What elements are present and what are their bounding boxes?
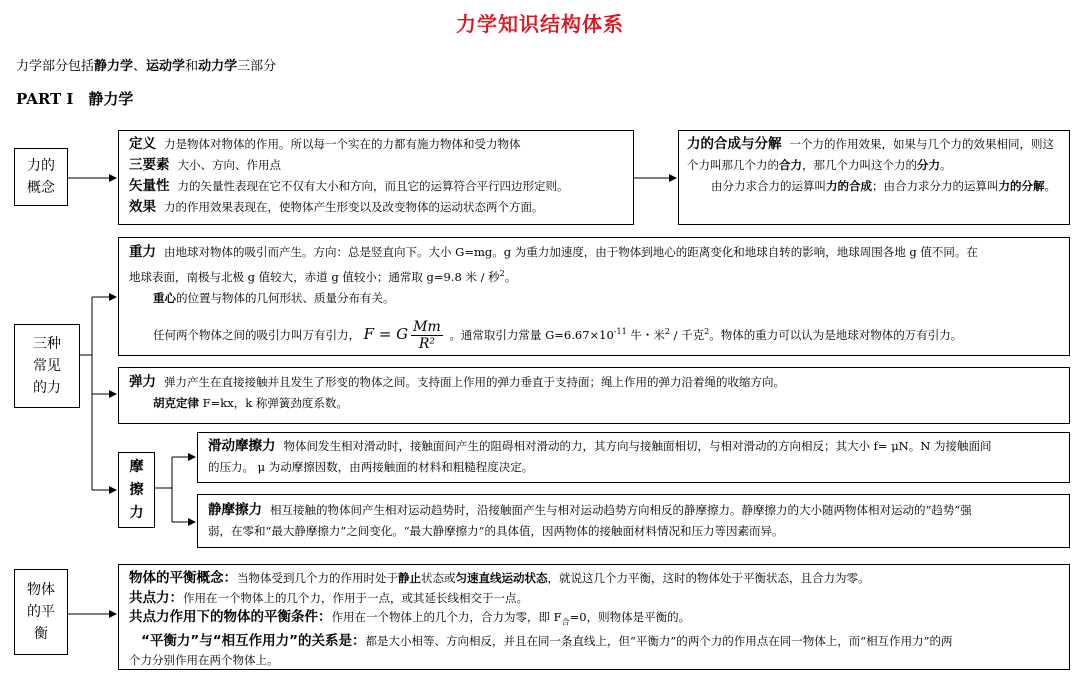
- formula-denominator: R²: [418, 336, 436, 353]
- equilibrium-label-line: 的平: [27, 604, 55, 620]
- relation-text: 都是大小相等、方向相反，并且在同一条直线上，但“平衡力”的两个力的作用点在同一物体上，而“相互作用力”的两: [365, 633, 953, 648]
- relation-text: 个力分别作用在两个物体上。: [129, 653, 279, 668]
- gravity-text: 地球表面，南极与北极 g 值较大，赤道 g 值较小；通常取 g=9.8 米 / 秒: [129, 269, 500, 284]
- gravity-key: 重力: [129, 244, 156, 260]
- intro-part-kinematics: 运动学: [146, 59, 186, 74]
- composition-box: [678, 130, 1070, 225]
- equilibrium-text: 状态或: [421, 571, 456, 585]
- intro-prefix: 力学部分包括: [16, 59, 95, 74]
- equilibrium-condition-text: =0，则物体是平衡的。: [569, 610, 691, 624]
- intro-part-dynamics: 动力学: [198, 59, 238, 74]
- vector-text: 力的矢量性表现在它不仅有大小和方向，而且它的运算符合平行四边形定则。: [177, 179, 569, 193]
- elastic-text: 弹力产生在直接接触并且发生了形变的物体之间。支持面上作用的弹力垂直于支持面；绳上作用的弹力沿着绳的收缩方向。: [164, 375, 785, 389]
- equilibrium-label-line: 衡: [34, 626, 48, 642]
- composition-text: 一个力的作用效果，如果与几个力的效果相同，则这个力叫那几个力的: [687, 137, 1054, 172]
- equilibrium-bold: 匀速直线运动状态: [455, 571, 548, 585]
- part-heading: PART I 静力学: [16, 90, 134, 108]
- friction-label-line: 摩: [129, 458, 144, 475]
- equilibrium-label-box: [14, 569, 68, 655]
- gravitation-formula-fraction: [411, 319, 443, 352]
- composition-text: ，那几个力叫这个力的: [802, 158, 917, 172]
- center-of-gravity-text: 的位置与物体的几何形状、质量分布有关。: [176, 290, 395, 305]
- composition-bold: 力的合成: [826, 179, 872, 193]
- three-forces-label-line: 三种: [33, 336, 61, 352]
- vector-key: 矢量性: [129, 178, 170, 194]
- equilibrium-condition-sub: 合: [561, 617, 570, 627]
- elastic-key: 弹力: [129, 374, 156, 390]
- equilibrium-text: 当物体受到几个力的作用时处于: [237, 571, 398, 585]
- three-forces-label-line: 的力: [33, 380, 61, 396]
- friction-label-box: [118, 452, 155, 528]
- relation-key: “平衡力”与“相互作用力”的关系是：: [141, 632, 366, 649]
- equilibrium-text: ，就说这几个力平衡，这时的物体处于平衡状态，且合力为零。: [547, 571, 870, 585]
- friction-label-line: 擦: [129, 481, 144, 498]
- concept-label-line: 概念: [27, 180, 55, 196]
- gravity-text: 由地球对物体的吸引而产生。方向：总是竖直向下。大小 G=mg。g 为重力加速度，由于物体到地心的距离变化和地球自转的影响，地球周围各地 g 值不同。在: [164, 245, 978, 259]
- intro-suffix: 三部分: [237, 59, 277, 74]
- hooke-law-text: F=kx，k 称弹簧劲度系数。: [199, 396, 348, 410]
- three-elements-text: 大小、方向、作用点: [177, 158, 281, 172]
- gravitation-text: / 千克: [669, 327, 705, 342]
- gravity-box: [118, 237, 1070, 356]
- concept-label-line: 力的: [27, 158, 55, 174]
- three-forces-label-line: 常见: [33, 358, 61, 374]
- static-friction-key: 静摩擦力: [208, 502, 262, 518]
- sliding-friction-text: 的压力。 μ 为动摩擦因数，由两接触面的材料和粗糙程度决定。: [208, 460, 534, 474]
- sliding-friction-key: 滑动摩擦力: [208, 438, 276, 454]
- static-friction-text: 弱，在零和“最大静摩擦力”之间变化。“最大静摩擦力”的具体值，因两物体的接触面材料情况和压力等因素而异。: [208, 524, 784, 538]
- equilibrium-condition-key: 共点力作用下的物体的平衡条件：: [129, 609, 332, 625]
- equilibrium-box: [118, 564, 1070, 670]
- elastic-box: [118, 367, 1070, 424]
- gravitation-text: 任何两个物体之间的吸引力叫万有引力，: [153, 327, 360, 342]
- formula-numerator: Mm: [413, 319, 441, 336]
- concept-detail-box: [118, 130, 634, 225]
- effect-text: 力的作用效果表现在，使物体产生形变以及改变物体的运动状态两个方面。: [164, 200, 544, 214]
- equilibrium-bold: 静止: [398, 571, 421, 585]
- intro-sep: 和: [185, 59, 199, 74]
- friction-label-line: 力: [129, 504, 144, 521]
- intro-part-statics: 静力学: [94, 59, 134, 74]
- gravitation-text: 。物体的重力可以认为是地球对物体的万有引力。: [709, 327, 963, 342]
- gravitation-text: 。通常取引力常量 G=6.67×10: [449, 327, 614, 342]
- equilibrium-concept-key: 物体的平衡概念：: [129, 570, 237, 586]
- gravitation-sup: -11: [613, 326, 627, 336]
- composition-bold: 力的分解: [998, 179, 1045, 193]
- composition-bold: 分力: [917, 158, 940, 172]
- three-forces-label-box: [14, 324, 80, 408]
- gravitation-sup: 2: [664, 326, 670, 336]
- composition-bold: 合力: [779, 158, 802, 172]
- sliding-friction-box: [197, 432, 1070, 483]
- equilibrium-condition-text: 作用在一个物体上的几个力，合力为零，即 F: [331, 610, 562, 624]
- gravity-text: 。: [504, 269, 517, 284]
- concept-label-box: [14, 148, 68, 206]
- composition-text: 由分力求合力的运算叫: [711, 179, 826, 193]
- composition-text: 。: [1044, 179, 1056, 193]
- concurrent-force-text: 作用在一个物体上的几个力，作用于一点，或其延长线相交于一点。: [183, 590, 528, 605]
- gravitation-text: 牛・米: [626, 327, 665, 342]
- definition-text: 力是物体对物体的作用。所以每一个实在的力都有施力物体和受力物体: [164, 137, 521, 151]
- composition-key: 力的合成与分解: [687, 136, 782, 152]
- static-friction-text: 相互接触的物体间产生相对运动趋势时，沿接触面产生与相对运动趋势方向相反的静摩擦力。静摩擦力的大小随两物体相对运动的“趋势”强: [270, 503, 972, 517]
- page-title: 力学知识结构体系: [456, 12, 624, 36]
- gravitation-sup: 2: [704, 326, 710, 336]
- static-friction-box: [197, 494, 1070, 548]
- definition-key: 定义: [129, 136, 156, 152]
- hooke-law-key: 胡克定律: [153, 396, 199, 410]
- equilibrium-label-line: 物体: [27, 582, 55, 598]
- gravity-sup: 2: [499, 269, 505, 278]
- gravitation-formula-lhs: F = G: [363, 324, 409, 343]
- concurrent-force-key: 共点力：: [129, 589, 183, 606]
- three-elements-key: 三要素: [129, 157, 170, 173]
- center-of-gravity-key: 重心: [153, 290, 176, 305]
- composition-text: 。: [940, 158, 952, 172]
- effect-key: 效果: [129, 199, 156, 215]
- composition-text: ；由合力求分力的运算叫: [872, 179, 999, 193]
- intro-sep: 、: [133, 59, 147, 74]
- sliding-friction-text: 物体间发生相对滑动时，接触面间产生的阻碍相对滑动的力，其方向与接触面相切，与相对滑动的方向相反；其大小 f= μN。N 为接触面间: [283, 439, 992, 453]
